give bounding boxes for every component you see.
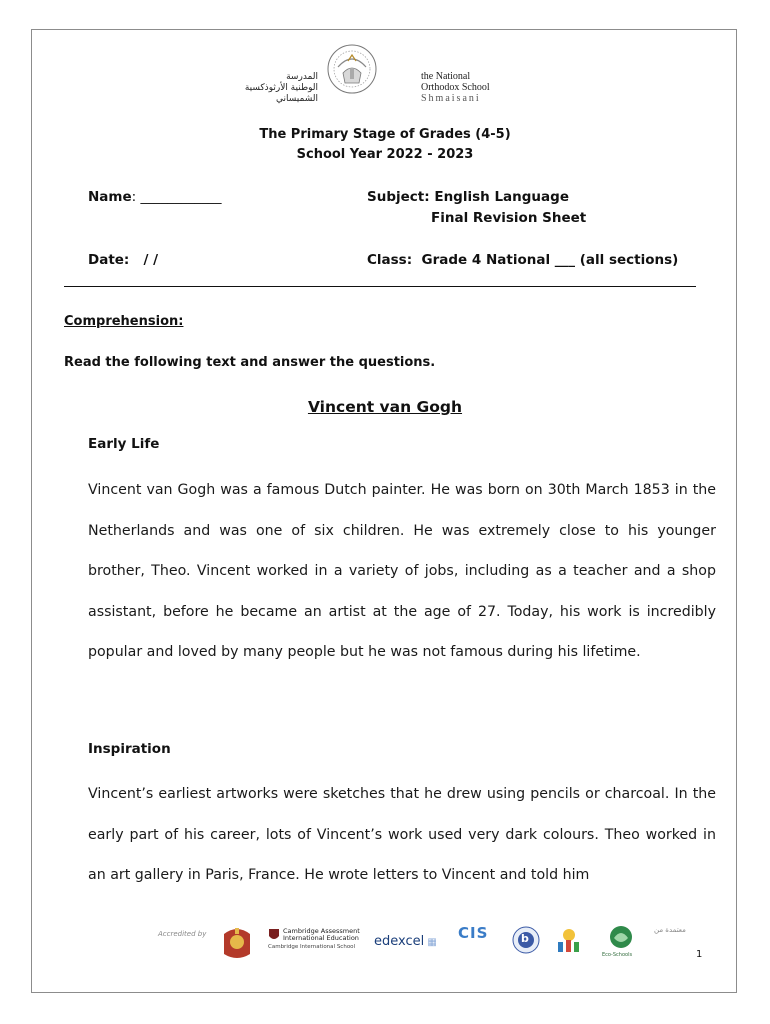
english-line-3: Shmaisani [421, 93, 481, 104]
inspiration-paragraph: Vincent’s earliest artworks were sketches that he drew using pencils or charcoal. In the early part of his career, lots of Vincent’s work used very dark colours. Theo worked in an art gallery in Paris, France. He wrote letters to Vincent and told him [88, 786, 716, 883]
class-field [367, 252, 678, 268]
name-field [88, 189, 221, 205]
subject-label: Subject [367, 189, 425, 205]
stage-heading: The Primary Stage of Grades (4-5) [259, 127, 511, 142]
arabic-line-2: الوطنية الأرثوذكسية [244, 83, 318, 93]
english-line-2: Orthodox School [421, 82, 490, 93]
section-title: Comprehension: [64, 314, 184, 329]
page-number: 1 [696, 949, 703, 960]
school-emblem-icon [326, 43, 378, 95]
edexcel-logo [374, 934, 437, 949]
class-value: Grade 4 National ___ (all sections) [421, 252, 679, 268]
date-label: Date: [88, 252, 130, 268]
separator-line [64, 286, 696, 287]
inspiration-heading: Inspiration [88, 741, 171, 757]
date-field [88, 252, 158, 268]
cambridge-text-2: International Education [283, 934, 359, 942]
class-label: Class: [367, 252, 413, 268]
eco-schools-icon [608, 924, 634, 950]
subject-field [367, 189, 569, 205]
school-name-arabic [245, 72, 318, 105]
edexcel-text: edexcel [374, 934, 425, 949]
year-heading: School Year 2022 - 2023 [296, 147, 474, 162]
name-label: Name [88, 189, 132, 205]
accreditation-footer [150, 920, 710, 970]
early-life-paragraph: Vincent van Gogh was a famous Dutch painter. He was born on 30th March 1853 in the Netherlands and was one of six children. He was extremely close to his younger brother, Theo. Vincent worked in a variety of jobs, including as a teacher and a shop assistant, before he became an artist at the age of 27. Today, his work is incredibly popular and loved by many people but he was not famous during his lifetime. [88, 482, 716, 660]
cambridge-shield-icon [268, 928, 280, 942]
accredited-label: Accredited by [158, 930, 207, 938]
name-value: : ____________ [131, 189, 222, 205]
sheet-title: Final Revision Sheet [431, 210, 587, 226]
cambridge-text-1: Cambridge Assessment [283, 927, 360, 935]
article-title: Vincent van Gogh [307, 398, 463, 416]
cis-logo [458, 924, 488, 942]
cambridge-text-3: Cambridge International School [268, 944, 356, 950]
children-logo-icon [552, 926, 586, 956]
english-line-1: the National [421, 71, 471, 82]
school-name-english [421, 71, 490, 104]
arabic-accredited-label: معتمدة من [654, 926, 686, 934]
date-value: / / [143, 252, 158, 268]
arabic-line-1: المدرسة [286, 72, 318, 82]
instruction-text: Read the following text and answer the questions. [64, 355, 436, 370]
subject-value: : English Language [424, 189, 569, 205]
edexcel-grid-icon: ▦ [424, 937, 437, 948]
cis-text: CIS [458, 924, 489, 942]
eco-schools-label: Eco-Schools [602, 952, 633, 958]
ib-text: b [521, 932, 529, 945]
jordan-crest-icon [220, 924, 254, 960]
arabic-line-3: الشميساني [276, 94, 318, 104]
early-life-heading: Early Life [88, 436, 160, 452]
cambridge-logo [268, 928, 364, 950]
